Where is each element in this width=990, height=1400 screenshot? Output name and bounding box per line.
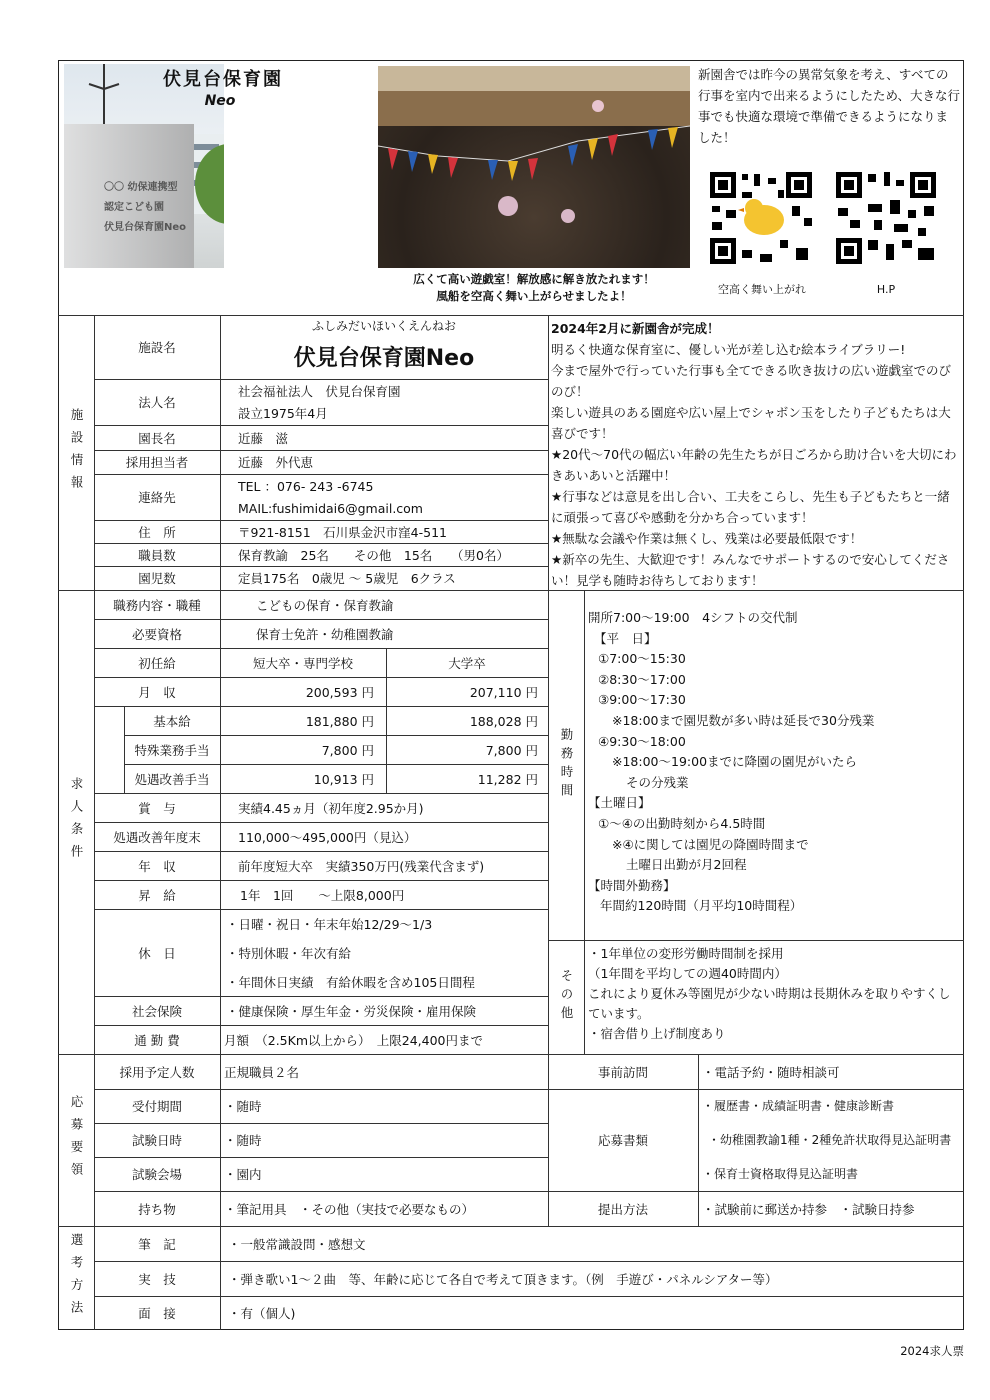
- qual-label: 必要資格: [131, 626, 182, 642]
- exam-date: ・随時: [224, 1133, 262, 1148]
- practical-label: 実 技: [138, 1271, 176, 1287]
- hall-photo: [378, 66, 690, 268]
- insurance: ・健康保険・厚生年金・労災保険・雇用保険: [226, 1003, 477, 1019]
- other-text: ・1年単位の変形労働時間制を採用 （1年間を平均しての週40時間内） これにより夏休み等園児が少ない時期は長期休みを取りやすくしています。 ・宿舎借り上げ制度あり: [588, 946, 951, 1041]
- bonus: 実績4.45ヵ月（初年度2.95か月): [238, 800, 424, 816]
- pr-text: 2024年2月に新園舎が完成！ 明るく快適な保育室に、優しい光が差し込む絵本ライブラリー! 今まで屋外で行っていた行事も全てできる吹き抜けの広い遊戯室でのびのび！ 楽しい遊具のある園庭や広い屋上でシャボン玉をしたり子どもたちは大喜びです！ ★20代～70代の幅広い年齢の先生たちが日ごろから助け合いを大切にわきあいあいと活躍中！ ★行事などは意見を出し合い、工夫をこらし、先生も子どもたちと一緒に頑張って喜びや感動を分かち合っています！ ★無駄な会議や作業は無くし、残業は必要最低限です！ ★新卒の先生、大歓迎です！みんなでサポートするので安心してください！見学も随時お待ちしております！: [551, 318, 961, 588]
- insurance-label: 社会保険: [131, 1003, 182, 1019]
- recruiter-label: 採用担当者: [125, 455, 189, 470]
- submit: ・試験前に郵送か持参 ・試験日持参: [702, 1201, 915, 1217]
- base-junior: 181,880 円: [305, 713, 374, 729]
- base-label: 基本給: [153, 713, 191, 729]
- base-university: 188,028 円: [469, 713, 538, 729]
- special-label: 特殊業務手当: [134, 742, 210, 758]
- address: 〒921-8151 石川県金沢市窪4-511: [238, 524, 448, 540]
- corp-label: 法人名: [138, 395, 176, 410]
- commute-label: 通 勤 費: [134, 1032, 180, 1048]
- qr1-label: 空高く舞い上がれ: [718, 283, 806, 296]
- address-label: 住 所: [138, 524, 176, 540]
- docs: ・履歴書・成績証明書・健康診断書 ・幼稚園教諭1種・2種免許状取得見込証明書 ・保育士資格取得見込証明書: [702, 1099, 952, 1181]
- exam-date-label: 試験日時: [131, 1133, 182, 1148]
- job: こどもの保育・保育教諭: [256, 597, 394, 613]
- staff-label: 職員数: [138, 547, 176, 563]
- intro-text: 新園舎では昨今の異常気象を考え、すべての行事を室内で出来るようにしたため、大きな行事でも快適な環境で準備できるようになりました！: [698, 67, 961, 145]
- pr-title: 2024年2月に新園舎が完成！: [551, 321, 720, 336]
- recruiter: 近藤 外代恵: [238, 455, 314, 470]
- corp-name: 社会福祉法人 伏見台保育園: [238, 384, 401, 399]
- submit-label: 提出方法: [597, 1201, 648, 1217]
- photo-caption: 広くて高い遊戯室！解放感に解き放たれます！風船を空高く舞い上がらせましたよ！: [413, 272, 655, 303]
- monthly-label: 月 収: [138, 684, 176, 700]
- treat-university: 11,282 円: [477, 771, 538, 787]
- director: 近藤 滋: [238, 430, 289, 446]
- raise: 1年 1回 ～上限8,000円: [240, 887, 405, 903]
- period-label: 受付期間: [131, 1099, 182, 1114]
- special-junior: 7,800 円: [321, 742, 374, 758]
- contact-tel: TEL ：076- 243 -6745: [238, 479, 374, 494]
- founded: 設立1975年4月: [238, 406, 328, 421]
- special-university: 7,800 円: [485, 742, 538, 758]
- treat-label: 処遇改善手当: [134, 771, 210, 787]
- visit: ・電話予約・随時相談可: [702, 1064, 840, 1080]
- section-application: 応募要領: [69, 1095, 84, 1185]
- director-label: 園長名: [138, 430, 176, 446]
- docs-label: 応募書類: [597, 1133, 648, 1148]
- qual: 保育士免許・幼稚園教諭: [256, 626, 394, 642]
- treat-junior: 10,913 円: [313, 771, 374, 787]
- building-sign: 〇〇 幼保連携型 認定こども園 伏見台保育園Neo: [104, 182, 187, 233]
- section-selection: 選考方法: [69, 1233, 84, 1323]
- raise-label: 昇 給: [138, 887, 176, 903]
- contact-label: 連絡先: [138, 490, 176, 505]
- children-label: 園児数: [138, 571, 176, 586]
- yearend: 110,000～495,000円（見込）: [238, 829, 417, 845]
- logo-text: 伏見台保育園: [163, 69, 283, 90]
- children: 定員175名 0歳児 ～ 5歳児 6クラス: [238, 571, 456, 586]
- venue-label: 試験会場: [131, 1167, 182, 1182]
- planned-label: 採用予定人数: [119, 1064, 195, 1080]
- section-facility-info: 施設情報: [69, 407, 84, 498]
- qr-code-homepage[interactable]: [834, 170, 938, 266]
- salary-label: 初任給: [138, 655, 176, 671]
- monthly-university: 207,110 円: [469, 684, 538, 700]
- hours-label: 勤務時間: [559, 728, 574, 802]
- holidays: ・日曜・祝日・年末年始12/29～1/3 ・特別休暇・年次有給 ・年間休日実績 有給休暇を含め105日間程: [226, 917, 475, 990]
- written-label: 筆 記: [138, 1236, 176, 1252]
- annual: 前年度短大卒 実績350万円(残業代含まず): [238, 858, 485, 874]
- facility-name-kana: ふしみだいほいくえんねお: [311, 318, 456, 333]
- logo-sub: Neo: [204, 93, 236, 109]
- contact-mail: MAIL:fushimidai6@gmail.com: [238, 500, 423, 516]
- written: ・一般常識設問・感想文: [228, 1236, 366, 1252]
- qr2-label: H.P: [876, 282, 896, 296]
- yearend-label: 処遇改善年度末: [113, 829, 201, 845]
- facility-name: 伏見台保育園Neo: [293, 345, 475, 371]
- practical: ・弾き歌い1～２曲 等、年齢に応じて各自で考えて頂きます。（例 手遊び・パネルシアター等）: [228, 1271, 778, 1287]
- staff: 保育教諭 25名 その他 15名 （男0名）: [238, 547, 510, 563]
- other-label: その他: [559, 969, 574, 1025]
- planned: 正規職員２名: [224, 1064, 300, 1080]
- footer-year: 2024求人票: [900, 1344, 964, 1358]
- bonus-label: 賞 与: [138, 800, 176, 816]
- job-label: 職務内容・職種: [113, 597, 201, 613]
- facility-name-label: 施設名: [138, 340, 176, 355]
- interview: ・有（個人): [228, 1306, 296, 1321]
- qr-code-video[interactable]: [708, 170, 814, 266]
- interview-label: 面 接: [138, 1306, 176, 1321]
- section-job-conditions: 求人条件: [69, 777, 84, 867]
- annual-label: 年 収: [138, 858, 176, 874]
- holiday-label: 休 日: [138, 945, 176, 961]
- period: ・随時: [224, 1099, 262, 1114]
- monthly-junior: 200,593 円: [305, 684, 374, 700]
- hours-text: 開所7:00～19:00 4シフトの交代制 【平 日】 ①7:00～15:30 ②8:30～17:00 ③9:00～17:30 ※18:00まで園児数が多い時は延長で30分残業 ④9:30～18:00 ※18:00～19:00までに降園の園児がいたら その分残業 【土曜日】 ①～④の出勤時刻から4.5時間 ※④に関しては園児の降園時間まで 土曜日出勤が月2回程 【時間外勤務】 年間約120時間（月平均10時間程）: [588, 610, 875, 914]
- commute: 月額 （2.5Km以上から） 上限24,400円まで: [224, 1032, 483, 1048]
- items-label: 持ち物: [138, 1201, 176, 1217]
- venue: ・園内: [224, 1167, 262, 1182]
- visit-label: 事前訪問: [597, 1064, 648, 1080]
- salary-col-junior: 短大卒・専門学校: [252, 655, 353, 671]
- items: ・筆記用具 ・その他（実技で必要なもの）: [224, 1201, 475, 1217]
- salary-col-university: 大学卒: [448, 655, 486, 671]
